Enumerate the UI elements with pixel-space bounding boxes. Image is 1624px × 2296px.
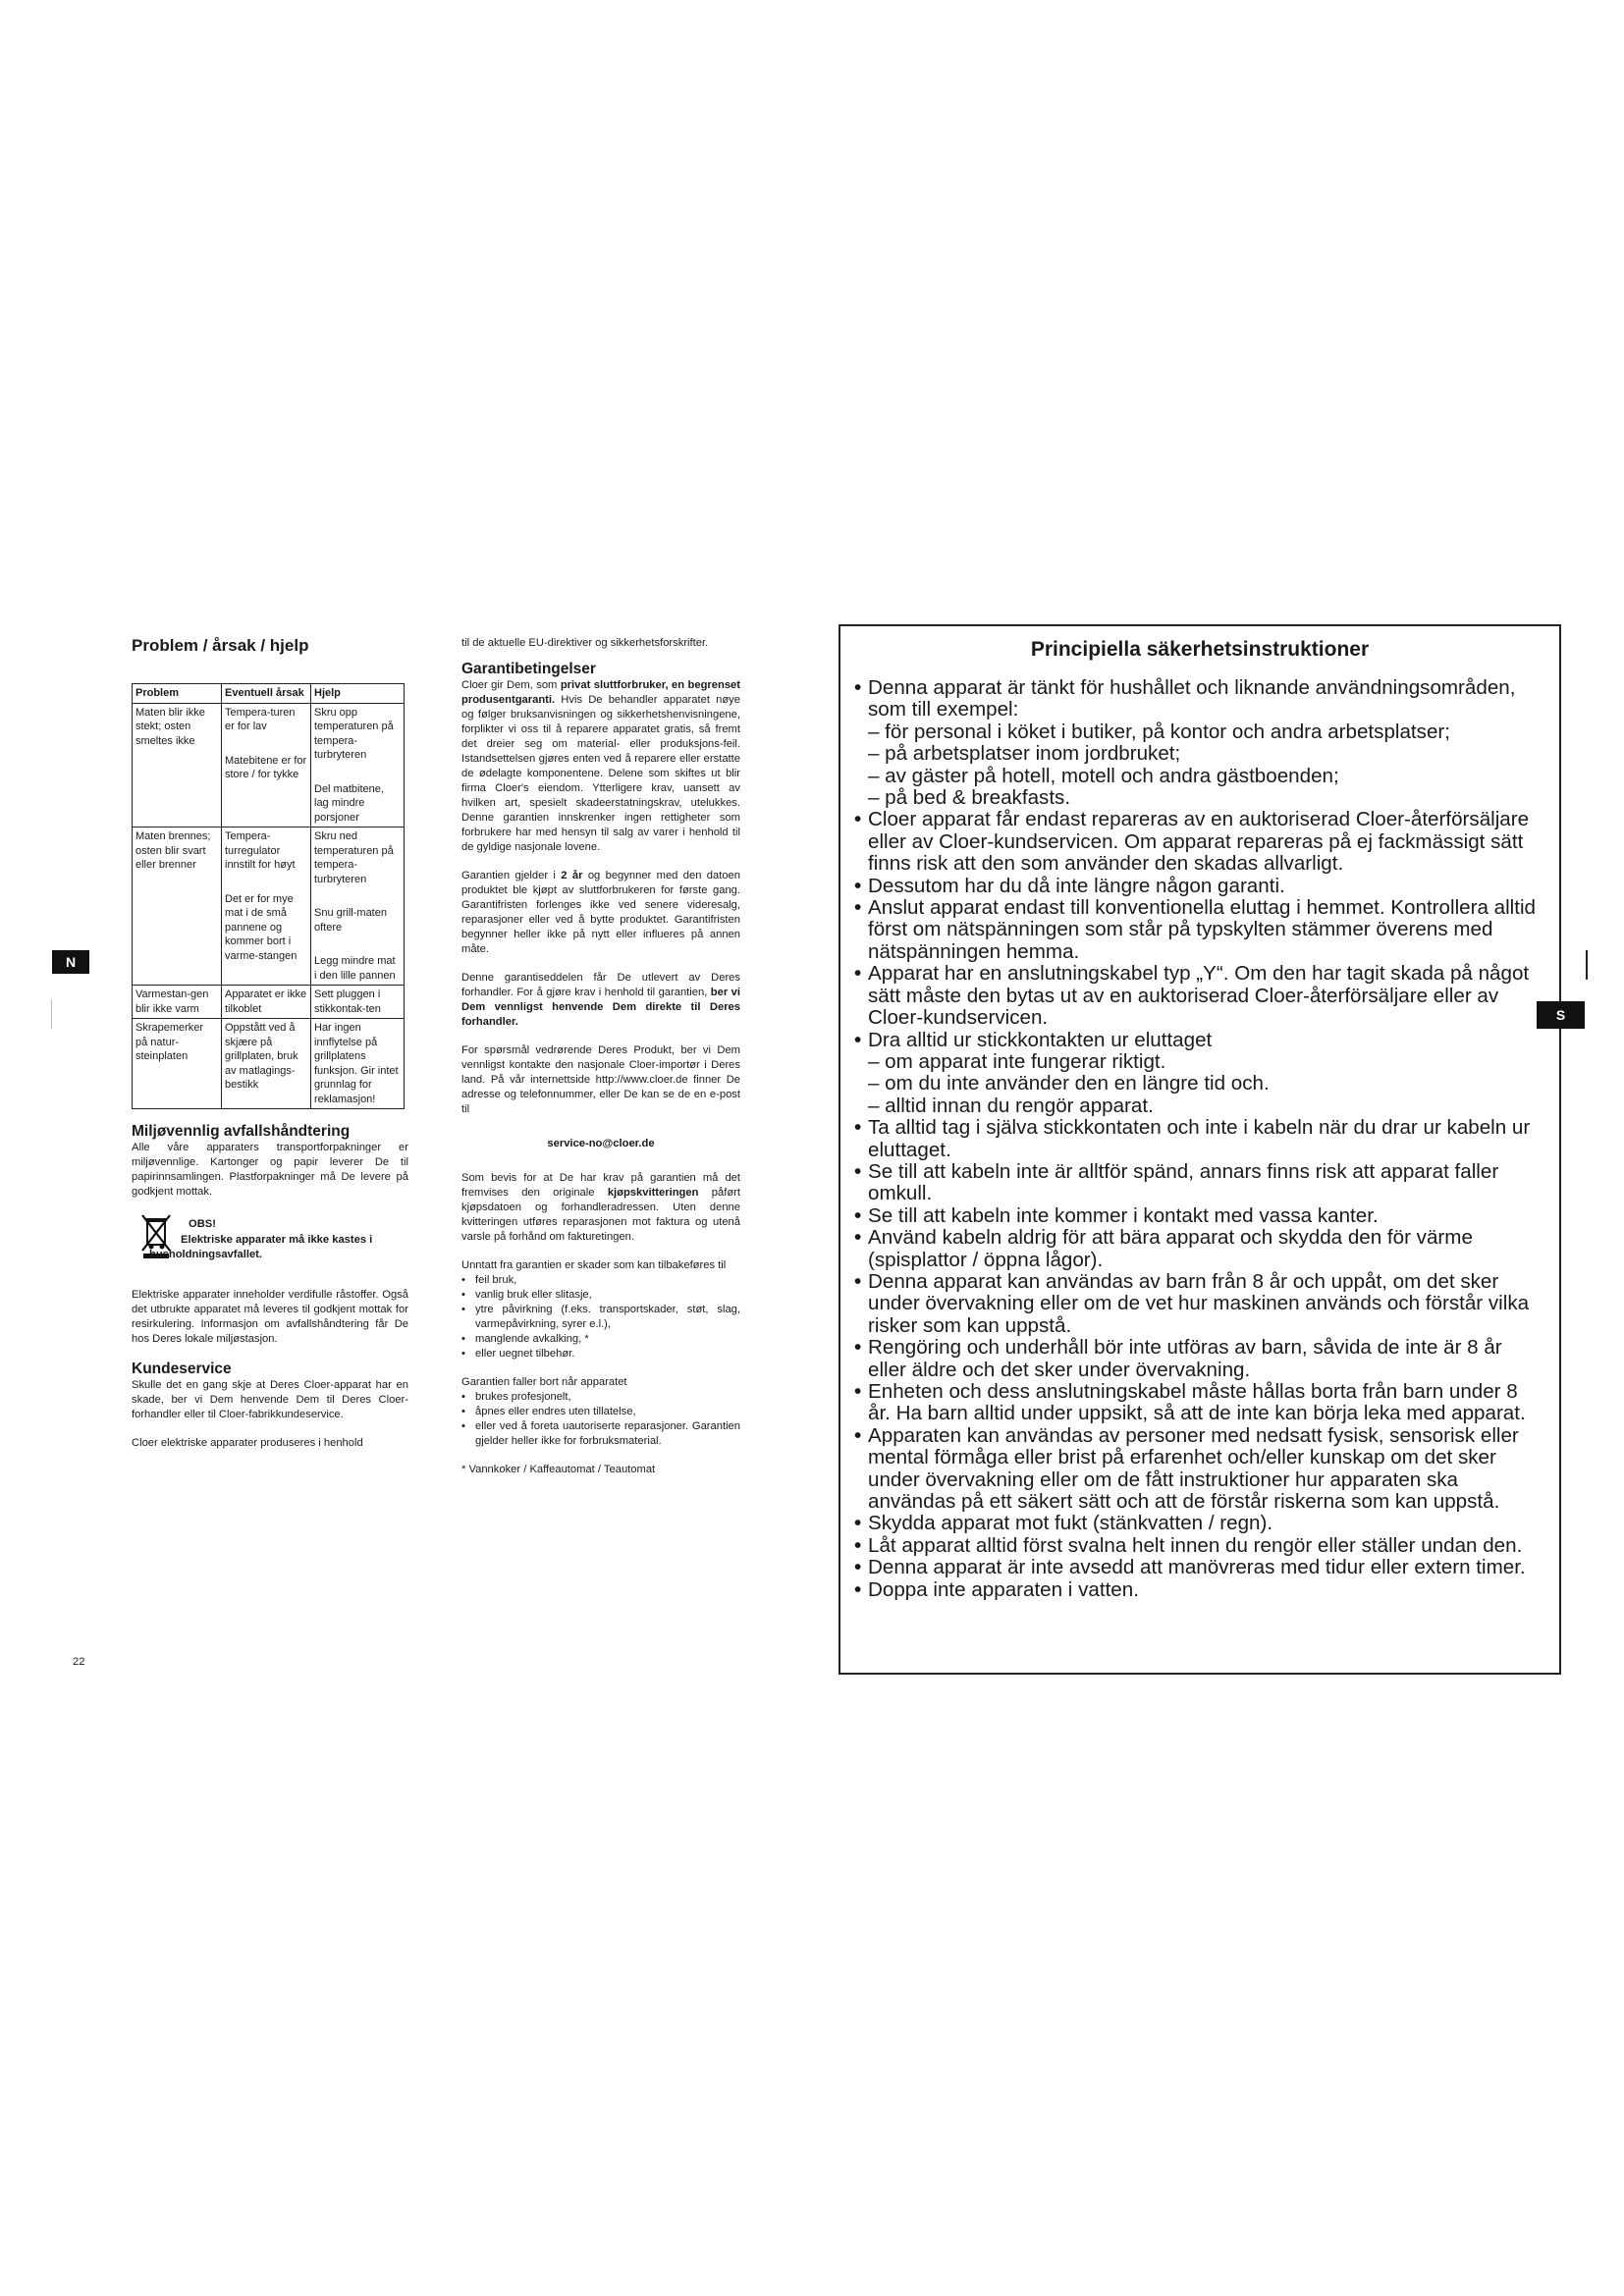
safety-item-text: Se till att kabeln inte är alltför spänd, annars finns risk att apparat faller omkull. [868,1159,1499,1205]
left-column [132,636,408,1451]
problem-table [132,683,405,1109]
cause-text: Apparatet er ikke tilkoblet [225,988,307,1015]
safety-item [854,1161,1545,1205]
waste-text: Alle våre apparaters transportforpakninger er miljøvennlige. Kartonger og papir leverer De til papirinnsamlingen. Plastforpakninger må De levere på godkjent mottak. [132,1142,408,1198]
table-row [133,828,405,986]
left-footer-text: Cloer elektriske apparater produseres i henhold [132,1437,363,1449]
safety-item-text: Skydda apparat mot fukt (stänkvatten / regn). [868,1512,1273,1535]
help-cell [311,703,405,828]
problem-cell: Skrapemerker på natur-steinplaten [133,1019,222,1109]
safety-item-text: Se till att kabeln inte kommer i kontakt med vassa kanter. [868,1203,1379,1227]
safety-subitem: – för personal i köket i butiker, på kontor och andra arbetsplatser; [868,720,1450,743]
cause-text: Tempera-turen er for lav [225,706,296,732]
safety-item [854,1513,1545,1534]
problem-cell: Maten brennes; osten blir svart eller brenner [133,828,222,986]
help-cell [311,1019,405,1109]
safety-item [854,809,1545,875]
safety-item [854,677,1545,809]
section-tab-s: S [1537,1001,1585,1029]
exceptions-list [461,1273,740,1362]
guarantee-title: Garantibetingelser [461,661,596,677]
safety-item-text: Anslut apparat endast till konventionella eluttag i hemmet. Kontrollera alltid först om nätspänningen som står på typskylten stämmer överens med nätspänningen hemma. [868,896,1536,963]
guarantee-paragraph-1: Cloer gir Dem, som privat sluttforbruker, en begrenset produsentgaranti. Hvis De behandler apparatet nøye og følger bruksanvisningen og sikkerhetshenvisningene, forplikter vi oss til å reparere apparatet gratis, så fremt det dreier seg om material- eller produksjons-feil. Istandsettelsen gjøres enten ved å reparere eller erstatte de ødelagte komponentene. Delene som skiftes ut blir firma Cloer's eiendom. Ytterligere krav, uansett av hvilken art, spesielt skadeerstatningskrav, utelukkes. Denne garantien innskrenker ingen rettigheter som forbrukere har med hensyn til salg av varer i henhold til de gyldige nasjonale lovene. [461,679,740,853]
exception-item: • eller uegnet tilbehør. [461,1347,740,1362]
safety-item-text: Denna apparat är tänkt för hushållet och liknande användningsområden, som till exempel: [868,676,1516,721]
safety-subitem: – alltid innan du rengör apparat. [868,1094,1154,1117]
cause-cell [222,1019,311,1109]
safety-item [854,1425,1545,1514]
obs-text: Elektriske apparater må ikke kastes i husholdningsavfallet. [149,1234,373,1260]
safety-title: Principiella säkerhetsinstruktioner [1030,638,1370,661]
problem-title: Problem / årsak / hjelp [132,636,309,655]
obs-block [132,1213,408,1270]
service-email[interactable]: service-no@cloer.de [547,1138,655,1149]
safety-list [854,677,1545,1601]
safety-item [854,1205,1545,1227]
cause-cell [222,986,311,1019]
cause-text: Matebitene er for store / for tykke [225,754,307,780]
safety-item [854,1117,1545,1161]
help-cell [311,828,405,986]
margin-mark-left [51,999,52,1029]
help-text: Del matbitene, lag mindre porsjoner [314,782,384,824]
safety-subitem: – på bed & breakfasts. [868,786,1071,810]
safety-subitem: – om apparat inte fungerar riktigt. [868,1049,1166,1073]
table-header: Hjelp [311,684,405,704]
safety-subitem: – på arbetsplatser inom jordbruket; [868,742,1181,766]
help-text: Skru ned temperaturen på tempera-turbryteren [314,830,394,885]
safety-item-text: Denna apparat är inte avsedd att manövreras med tidur eller extern timer. [868,1556,1526,1579]
safety-item [854,1557,1545,1578]
safety-item [854,876,1545,897]
table-row [133,703,405,828]
table-row [133,1019,405,1109]
safety-item [854,1227,1545,1271]
safety-item-text: Doppa inte apparaten i vatten. [868,1577,1139,1601]
help-text: Legg mindre mat i den lille pannen [314,955,396,982]
service-text: Skulle det en gang skje at Deres Cloer-apparat har en skade, ber vi Dem henvende Dem til Deres Cloer-forhandler eller til Cloer-fabrikkundeservice. [132,1379,408,1420]
safety-item [854,897,1545,963]
exception-item: • ytre påvirkning (f.eks. transportskader, støt, slag, varmepåvirkning, syrer e.l.), [461,1303,740,1332]
cause-cell [222,703,311,828]
safety-item [854,1030,1545,1118]
safety-item-text: Apparaten kan användas av personer med nedsatt fysisk, sensorisk eller mental förmåga eller brist på erfarenhet och/eller kunskap om det sker under övervakning eller om de fått instruktioner hur apparaten ska användas på ett säkert sätt och att de förstår riskerna som kan uppstå. [868,1423,1519,1514]
safety-item-text: Rengöring och underhåll bör inte utföras av barn, såvida de inte är 8 år eller äldre och det sker under övervakning. [868,1336,1502,1381]
cause-text: Det er for mye mat i de små pannene og kommer bort i varme-stangen [225,892,298,962]
safety-item-text: Dra alltid ur stickkontakten ur eluttaget [868,1028,1213,1051]
help-cell [311,986,405,1019]
table-header: Eventuell årsak [222,684,311,704]
problem-cell: Varmestan-gen blir ikke varm [133,986,222,1019]
void-list [461,1390,740,1449]
middle-column [461,636,740,1477]
safety-item [854,1271,1545,1337]
safety-item [854,963,1545,1029]
safety-item-text: Enheten och dess anslutningskabel måste hållas borta från barn under 8 år. Ha barn alltid under uppsikt, så att de inte kan börja leka med apparat. [868,1380,1526,1425]
exception-item: • feil bruk, [461,1273,740,1288]
cause-text: Oppstått ved å skjære på grillplaten, bruk av matlagings-bestikk [225,1022,298,1091]
safety-item-text: Apparat har en anslutningskabel typ „Y“. Om den har tagit skada på något sätt måste den bytas ut av en auktoriserad Cloer-återförsäljare eller av Cloer-kundservicen. [868,962,1530,1030]
guarantee-paragraph-4: For spørsmål vedrørende Deres Produkt, ber vi Dem vennligst kontakte den nasjonale Cloer-importør i Deres land. På vår internettside http://www.cloer.de finner De adresse og telefonnummer, eller De kan se de en e-post til [461,1044,740,1115]
safety-item-text: Denna apparat kan användas av barn från 8 år och uppåt, om det sker under övervakning eller om de vet hur maskinen används och förstår vilka risker som kan uppstå. [868,1269,1530,1337]
exceptions-intro: Unntatt fra garantien er skader som kan tilbakeføres til [461,1259,727,1271]
table-row [133,986,405,1019]
safety-item-text: Dessutom har du då inte längre någon garanti. [868,874,1285,897]
safety-subitem: – av gäster på hotell, motell och andra gästboenden; [868,764,1339,787]
safety-subitem: – om du inte använder den en längre tid och. [868,1072,1270,1095]
table-header: Problem [133,684,222,704]
recycle-text: Elektriske apparater inneholder verdifulle råstoffer. Også det utbrukte apparatet må leveres til godkjent mottak for resirkulering. Informasjon om avfallshåndtering får De hos Deres lokale miljøstasjon. [132,1289,408,1345]
guarantee-paragraph-5: Som bevis for at De har krav på garantien må det fremvises den originale kjøpskvitteringen påført kjøpsdatoen og forhandleradressen. Uten denne kvitteringen utføres reparasjonen mot faktura og utenå varsle på forhånd om fakturetingen. [461,1172,740,1243]
exception-item: • manglende avkalking, * [461,1332,740,1347]
guarantee-paragraph-2: Garantien gjelder i 2 år og begynner med den datoen produktet ble kjøpt av sluttforbrukeren for første gang. Garantifristen forlenges ikke ved senere videresalg, reparasjoner eller ved å bytte produktet. Garantifristen begynner heller ikke på nytt eller influeres på annen måte. [461,870,740,955]
exception-item: • vanlig bruk eller slitasje, [461,1288,740,1303]
margin-mark-right [1586,950,1588,980]
help-text: Snu grill-maten oftere [314,907,387,934]
safety-item [854,1337,1545,1381]
safety-item-text: Använd kabeln aldrig för att bära apparat och skydda den för värme (spisplattor / öppna lågor). [868,1226,1473,1271]
help-text: Skru opp temperaturen på tempera-turbryteren [314,706,394,761]
cause-text: Tempera-turregulator innstilt for høyt [225,830,296,871]
cause-cell [222,828,311,986]
safety-item-text: Låt apparat alltid först svalna helt innen du rengör eller ställer undan den. [868,1533,1523,1557]
help-text: Har ingen innflytelse på grillplatens funksjon. Gir intet grunnlag for reklamasjon! [314,1022,399,1105]
safety-item [854,1579,1545,1601]
help-text: Sett pluggen i stikkontak-ten [314,988,381,1015]
problem-cell: Maten blir ikke stekt; osten smeltes ikke [133,703,222,828]
safety-frame [839,624,1561,1675]
obs-label: OBS! [189,1218,216,1230]
eu-directive-text: til de aktuelle EU-direktiver og sikkerhetsforskrifter. [461,637,709,649]
void-item: • eller ved å foreta uautoriserte reparasjoner. Garantien gjelder heller ikke for forbruksmaterial. [461,1419,740,1449]
section-tab-n: N [52,950,89,974]
safety-item [854,1535,1545,1557]
safety-item [854,1381,1545,1425]
guarantee-paragraph-3: Denne garantiseddelen får De utlevert av Deres forhandler. For å gjøre krav i henhold til garantien, ber vi Dem vennligst henvende Dem direkte til Deres forhandler. [461,972,740,1028]
waste-title: Miljøvennlig avfallshåndtering [132,1123,351,1140]
page-number: 22 [73,1656,85,1668]
void-item: • åpnes eller endres uten tillatelse, [461,1405,740,1419]
void-intro: Garantien faller bort når apparatet [461,1376,627,1388]
footnote: * Vannkoker / Kaffeautomat / Teautomat [461,1464,656,1475]
void-item: • brukes profesjonelt, [461,1390,740,1405]
service-title: Kundeservice [132,1361,232,1377]
safety-item-text: Ta alltid tag i själva stickkontaten och inte i kabeln när du drar ur kabeln ur eluttaget. [868,1116,1531,1161]
safety-item-text: Cloer apparat får endast repareras av en auktoriserad Cloer-återförsäljare eller av Cloer-kundservicen. Om apparat repareras på ej fackmässigt sätt finns risk att den som använder den skadas allvarligt. [868,808,1530,876]
